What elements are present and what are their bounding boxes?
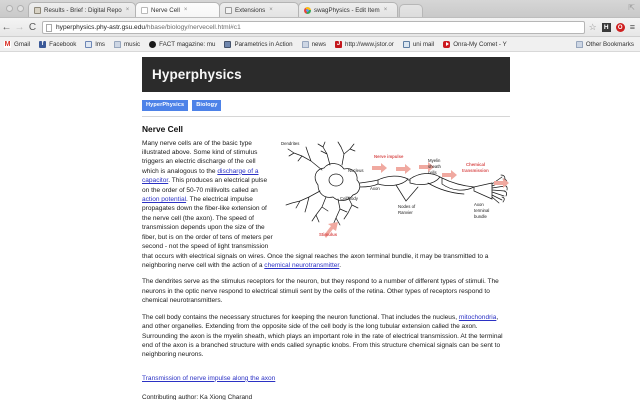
bookmark-uni-mail[interactable]: [403, 41, 434, 48]
bookmark-fact-magazine[interactable]: [149, 41, 215, 48]
figure-label-chemical: Chemical: [466, 161, 486, 167]
badge-hyperphysics[interactable]: HyperPhysics: [142, 100, 188, 111]
tab-label: swagPhysics - Edit Item: [314, 6, 380, 14]
bookmark-star-icon[interactable]: ☆: [588, 22, 597, 32]
tab-swagphysics[interactable]: [298, 2, 398, 17]
minimize-window-button[interactable]: [17, 5, 24, 12]
figure-label-bundle: bundle: [474, 213, 487, 219]
figure-label-myelin: Myelin: [428, 157, 441, 163]
opera-extension-icon[interactable]: O: [616, 23, 625, 32]
text-run: , and other organelles. Extending from the opposite side of the cell body is the long tubular extension called the axon. Surrounding the axon is the myelin sheath, which plays an important role in the rate of electrical transmission. At the terminal end of the axon is a branched structure with ends called synaptic knobs. From this structure chemical signals can be sent to neighboring neurons.: [142, 313, 503, 359]
article-body: [142, 139, 510, 400]
lms-icon: [85, 41, 92, 48]
toolbar-icon-group: [589, 22, 640, 33]
tab-close-icon[interactable]: ×: [183, 7, 188, 13]
extensions-favicon-icon: [225, 7, 232, 14]
tab-extensions[interactable]: [219, 2, 299, 17]
bookmark-music[interactable]: [114, 41, 140, 48]
site-header: [142, 57, 510, 92]
page-content: [142, 52, 510, 400]
bookmark-label: Onra-My Comet - Y: [453, 40, 507, 48]
bookmark-label: Facebook: [49, 40, 77, 48]
link-discharge-of-a-capacitor[interactable]: discharge of a capacitor: [142, 167, 259, 185]
folder-icon: [302, 41, 309, 48]
link-mitochondria[interactable]: mitochondria: [458, 313, 497, 321]
url-domain: hyperphysics.phy-astr.gsu.edu: [56, 24, 146, 31]
figure-label-nucleus: Nucleus: [348, 167, 364, 173]
youtube-icon: [443, 41, 450, 48]
close-window-button[interactable]: [6, 5, 13, 12]
nerve-cell-diagram: [278, 139, 510, 243]
chrome-favicon-icon: [304, 7, 311, 14]
paragraph-2: [142, 277, 510, 305]
page-info-icon: [46, 24, 52, 32]
page-title: Nerve Cell: [142, 123, 183, 134]
bookmark-onra-my-comet[interactable]: [443, 41, 507, 48]
figure-label-cells: cells: [428, 169, 437, 175]
text-run: . This produces an electrical pulse on the order of 50-70 millivolts called an: [142, 177, 268, 194]
text-run: The dendrites serve as the stimulus receptors for the neuron, but they respond to a number of different types of stimuli. The neurons in the optic nerve respond to electrical stimuli sent by the cells of the retina. Other types of receptors respond to chemical neurotransmitters.: [142, 278, 499, 305]
window-restore-icon[interactable]: ⇱: [628, 3, 635, 12]
bookmark-label: music: [123, 40, 141, 48]
bookmark-jstor[interactable]: [335, 41, 394, 48]
text-run: The cell body contains the necessary structures for keeping the neuron functional. That includes the nucleus,: [142, 313, 459, 321]
bookmark-label: http://www.jstor.or: [345, 40, 394, 48]
link-chemical-neurotransmitter[interactable]: chemical neurotransmitter: [264, 261, 340, 269]
figure-label-nodes-of: Nodes of: [398, 203, 416, 209]
site-title: Hyperphysics: [152, 67, 242, 82]
h-extension-icon[interactable]: H: [602, 23, 611, 32]
text-run: .: [339, 261, 342, 269]
browser-toolbar: [0, 17, 640, 37]
folder-icon: [114, 41, 121, 48]
facebook-icon: f: [39, 41, 46, 48]
tab-nerve-cell[interactable]: [135, 2, 220, 17]
bookmark-label: FACT magazine: mu: [159, 40, 216, 48]
bookmark-label: lms: [95, 40, 105, 48]
figure-label-axon: Axon: [370, 185, 380, 191]
reload-button[interactable]: C: [28, 22, 37, 33]
address-bar[interactable]: [42, 21, 585, 34]
bookmarks-bar: [0, 36, 640, 51]
new-tab-button[interactable]: [399, 4, 423, 17]
url-text: [56, 24, 241, 31]
parametrics-icon: [224, 41, 231, 48]
bookmark-news[interactable]: [302, 41, 326, 48]
tab-list: [28, 0, 423, 17]
tab-results-brief[interactable]: [28, 2, 136, 17]
tab-strip: [0, 0, 640, 17]
bookmark-gmail[interactable]: [4, 41, 30, 48]
figure-label-stimulus: Stimulus: [319, 231, 338, 237]
tab-close-icon[interactable]: ×: [269, 7, 273, 13]
jstor-icon: J: [336, 40, 341, 47]
other-bookmarks-button[interactable]: [576, 41, 634, 48]
tab-label: Results - Brief : Digital Repo: [44, 6, 122, 14]
back-button[interactable]: ←: [1, 22, 12, 33]
tab-label: Nerve Cell: [151, 6, 180, 14]
link-transmission-of-nerve-impulse[interactable]: Transmission of nerve impulse along the axon: [142, 374, 276, 382]
tab-close-icon[interactable]: ×: [125, 7, 130, 13]
figure-label-ranvier: Ranvier: [398, 209, 413, 215]
gmail-icon: M: [4, 40, 11, 48]
bookmark-label: news: [311, 40, 327, 48]
unimail-icon: [403, 41, 410, 48]
contributing-author: Contributing author: Ka Xiong Charand: [142, 393, 253, 400]
browser-chrome: [0, 0, 640, 53]
bookmark-label: Parametrics in Action: [234, 40, 293, 48]
bookmark-lms[interactable]: [85, 41, 105, 48]
bookmark-facebook[interactable]: [39, 41, 76, 48]
text-run: Many nerve cells are of the basic type illustrated above. Some kind of stimulus triggers an electric discharge of the cell which is analogous to the: [142, 139, 258, 175]
text-run: . The electrical impulse propagates down the fiber-like extension of the nerve cell (the axon). The speed of transmission depends upon the size of the fiber, but is on the order of tens of meters per second - not the speed of light transmission that occurs with electrical signals on wires. Once the signal reaches the axon terminal bundle, it may be transmitted to a neighboring nerve cell with the action of a: [142, 196, 489, 269]
badge-biology[interactable]: Biology: [192, 100, 221, 111]
breadcrumb: [142, 100, 510, 111]
divider: [142, 116, 510, 117]
bookmark-label: Gmail: [14, 40, 31, 48]
bookmark-label: uni mail: [412, 40, 435, 48]
figure-label-dendrites: Dendrites: [281, 140, 300, 146]
figure-label-sheath: sheath: [428, 163, 441, 169]
url-path: /hbase/biology/nervecell.html#c1: [145, 24, 241, 31]
figure-label-nerve-impulse: Nerve impulse: [374, 153, 404, 159]
forward-button[interactable]: →: [14, 22, 25, 33]
bookmark-parametrics[interactable]: [224, 41, 292, 48]
paragraph-3: [142, 313, 510, 360]
link-action-potential[interactable]: action potential: [142, 196, 187, 204]
figure-label-axon-terminal: Axon: [474, 201, 484, 207]
document-favicon-icon: [141, 7, 148, 14]
tab-label: Extensions: [235, 6, 266, 14]
other-bookmarks-label: Other Bookmarks: [585, 40, 634, 48]
folder-icon: [576, 41, 583, 48]
figure-label-transmission: transmission: [462, 167, 489, 173]
figure-label-terminal: terminal: [474, 207, 490, 213]
dspace-favicon-icon: [34, 7, 41, 14]
web-page-viewport: [0, 52, 640, 400]
fact-icon: [149, 41, 156, 48]
chrome-menu-icon[interactable]: ≡: [629, 22, 635, 32]
tab-close-icon[interactable]: ×: [383, 7, 388, 13]
figure-label-cell-body: Cell body: [340, 195, 358, 201]
